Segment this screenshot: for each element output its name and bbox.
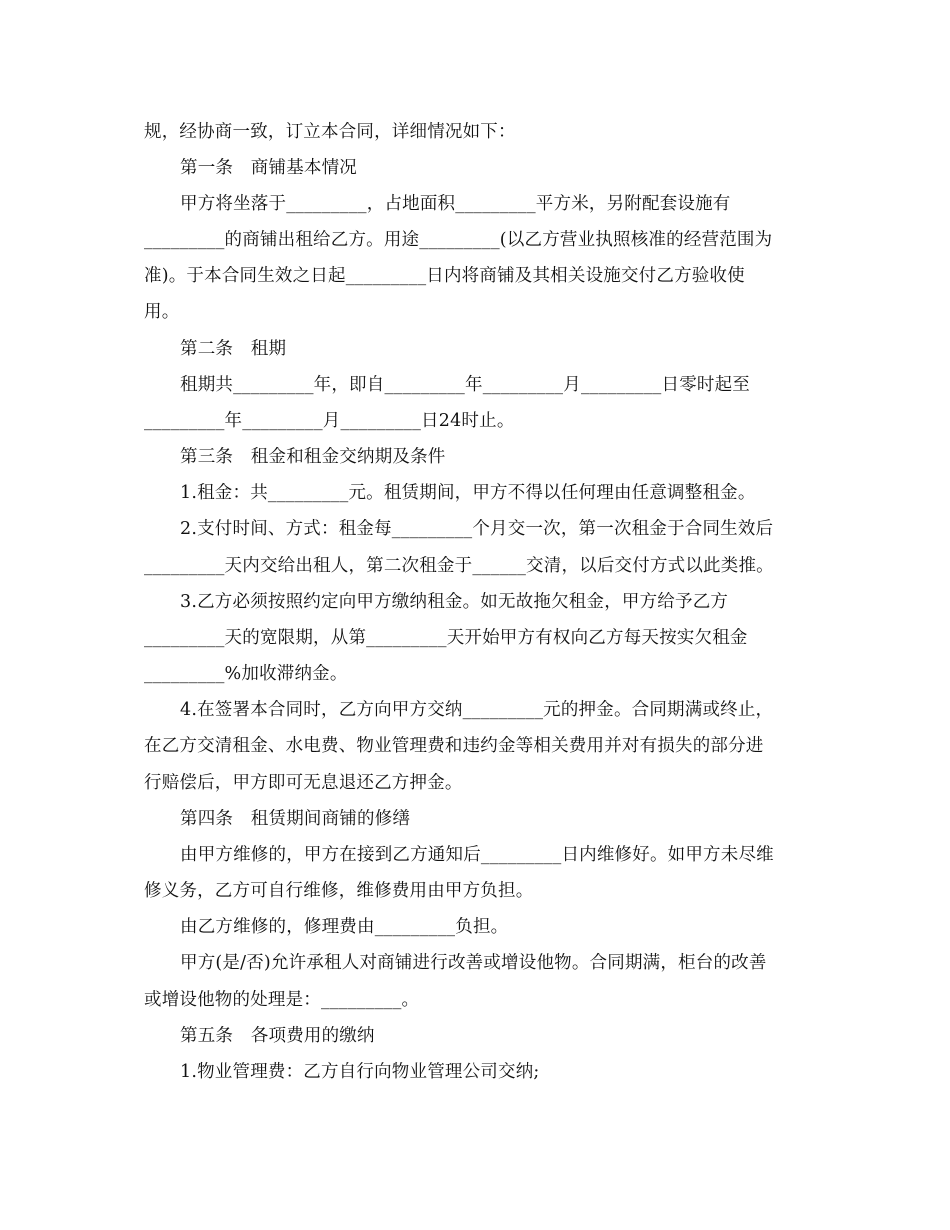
text-line: _________的商铺出租给乙方。用途_________(以乙方营业执照核准的经营范围为 <box>144 230 773 250</box>
section-heading: 第五条 各项费用的缴纳 <box>180 1026 375 1046</box>
section-heading: 第二条 租期 <box>180 339 287 359</box>
text-line: 在乙方交清租金、水电费、物业管理费和违约金等相关费用并对有损失的部分进 <box>144 736 764 756</box>
text-line: _________天的宽限期，从第_________天开始甲方有权向乙方每天按实欠租金 <box>144 628 748 648</box>
text-line: 修义务，乙方可自行维修，维修费用由甲方负担。 <box>144 881 534 901</box>
text-line: 2.支付时间、方式：租金每_________个月交一次，第一次租金于合同生效后 <box>180 519 774 539</box>
text-line: _________年_________月_________日24时止。 <box>144 411 515 431</box>
text-line: 由乙方维修的，修理费由_________负担。 <box>180 917 509 937</box>
text-line: 规，经协商一致，订立本合同，详细情况如下： <box>144 122 516 142</box>
text-line: 1.物业管理费：乙方自行向物业管理公司交纳; <box>180 1062 540 1082</box>
text-line: 准)。于本合同生效之日起_________日内将商铺及其相关设施交付乙方验收使 <box>144 266 745 286</box>
text-line: 由甲方维修的，甲方在接到乙方通知后_________日内维修好。如甲方未尽维 <box>180 845 774 865</box>
text-line: 租期共_________年，即自_________年_________月_________日零时起至 <box>180 375 750 395</box>
text-line: 或增设他物的处理是：_________。 <box>144 990 420 1010</box>
text-line: 3.乙方必须按照约定向甲方缴纳租金。如无故拖欠租金，甲方给予乙方 <box>180 592 729 612</box>
text-line: 1.租金：共_________元。租赁期间，甲方不得以任何理由任意调整租金。 <box>180 483 756 503</box>
text-line: _________天内交给出租人，第二次租金于______交清，以后交付方式以此类推。 <box>144 556 774 576</box>
section-heading: 第三条 租金和租金交纳期及条件 <box>180 447 446 467</box>
section-heading: 第四条 租赁期间商铺的修缮 <box>180 809 411 829</box>
text-line: 用。 <box>144 302 180 322</box>
text-line: 行赔偿后，甲方即可无息退还乙方押金。 <box>144 773 463 793</box>
text-line: 甲方(是/否)允许承租人对商铺进行改善或增设他物。合同期满，柜台的改善 <box>180 953 767 973</box>
text-line: 甲方将坐落于_________，占地面积_________平方米，另附配套设施有 <box>180 194 731 214</box>
text-line: _________%加收滞纳金。 <box>144 664 348 684</box>
text-line: 4.在签署本合同时，乙方向甲方交纳_________元的押金。合同期满或终止， <box>180 700 774 720</box>
section-heading: 第一条 商铺基本情况 <box>180 158 357 178</box>
